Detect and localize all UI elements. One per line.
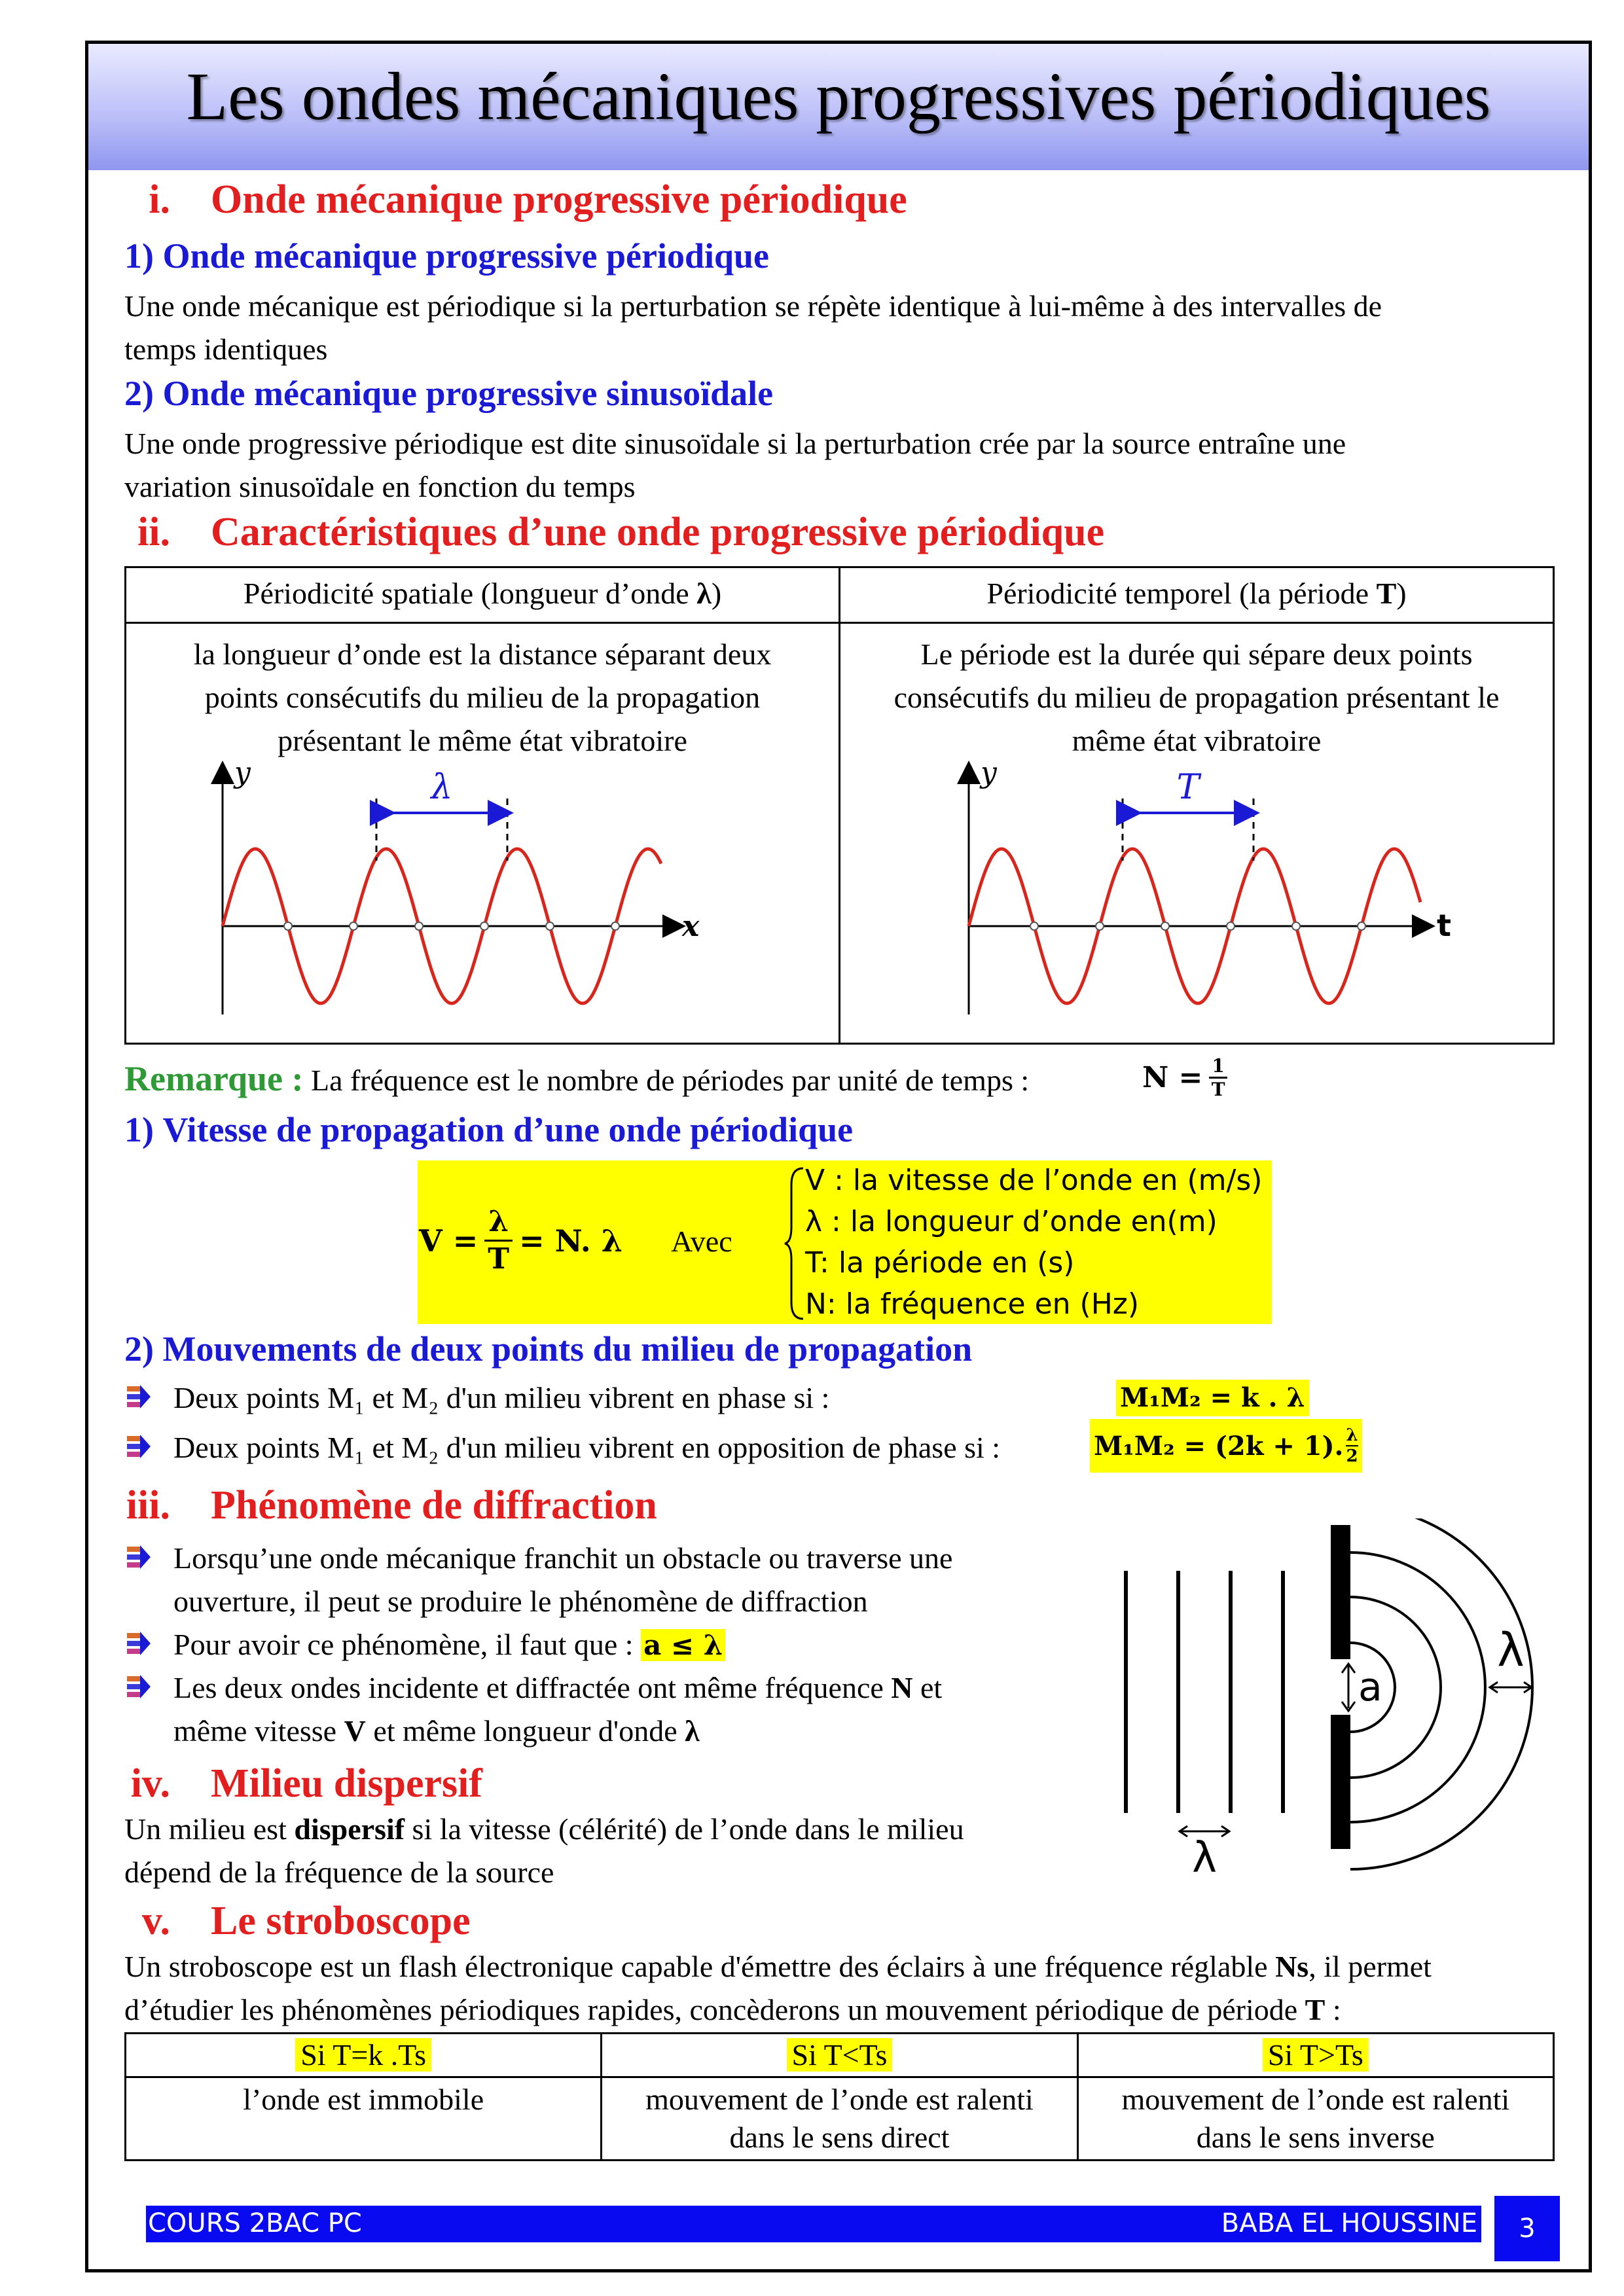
node-point	[350, 922, 357, 930]
symbol-n: N	[891, 1671, 913, 1704]
definition-lambda: λ : la longueur d’onde en(m)	[805, 1205, 1218, 1238]
formula-rhs: = N. λ	[519, 1223, 623, 1259]
strobo-header-cell	[602, 2034, 1077, 2077]
strobo-header-less: Si T<Ts	[787, 2038, 893, 2072]
wavelength-graph	[190, 753, 713, 1021]
formula-body: M₁M₂ = (2k + 1).	[1094, 1430, 1344, 1462]
text-line: points consécutifs du milieu de la propagation	[204, 681, 761, 714]
strobo-cell-direct	[602, 2077, 1077, 2161]
text: et même longueur d'onde	[365, 1714, 685, 1748]
strobo-header-cell	[1077, 2034, 1553, 2077]
section-iii-title: Phénomène de diffraction	[211, 1483, 657, 1528]
text-line	[124, 1808, 964, 1851]
strobo-header-greater: Si T>Ts	[1263, 2038, 1369, 2072]
section-v-title: Le stroboscope	[211, 1899, 471, 1943]
subsection-1-text	[124, 285, 1382, 371]
section-ii-number: ii.	[137, 510, 170, 554]
fraction-denominator: T	[1211, 1079, 1225, 1100]
fraction-numerator: λ	[484, 1204, 513, 1242]
fraction-denominator: 2	[1346, 1446, 1358, 1466]
stroboscope-table	[124, 2032, 1555, 2161]
header-text: Périodicité temporel (la période	[986, 577, 1377, 610]
section-v-number: v.	[141, 1899, 170, 1943]
definition-n: N: la fréquence en (Hz)	[805, 1287, 1140, 1321]
period-label: T	[1176, 768, 1200, 807]
arrow-bullet-icon	[124, 1629, 153, 1658]
subsection-1-heading	[124, 236, 769, 276]
formula-lhs: N =	[1142, 1061, 1203, 1094]
velocity-number: 1)	[124, 1110, 154, 1149]
text: :	[1325, 1993, 1341, 2026]
text-line: l’onde est immobile	[243, 2083, 484, 2116]
frequency-formula	[1142, 1055, 1227, 1100]
remark-label: Remarque :	[124, 1059, 304, 1098]
fraction	[484, 1204, 513, 1277]
node-point	[1096, 922, 1104, 930]
y-axis-label: y	[234, 756, 251, 789]
text-line: temps identiques	[124, 332, 328, 366]
symbol-t: T	[1305, 1993, 1326, 2026]
symbol-lambda: λ	[685, 1714, 700, 1748]
text: Les deux ondes incidente et diffractée ont même fréquence	[173, 1671, 892, 1704]
lambda-label: λ	[431, 768, 453, 807]
text-line: consécutifs du milieu de propagation présentant le	[893, 681, 1500, 714]
text-line: présentant le même état vibratoire	[278, 724, 687, 757]
avec-label: Avec	[671, 1225, 732, 1258]
node-point	[1161, 922, 1169, 930]
text: si la vitesse (célérité) de l’onde dans le milieu	[405, 1812, 964, 1846]
arrow-bullet-icon	[124, 1382, 153, 1411]
node-point	[1358, 922, 1365, 930]
text: Un milieu est	[124, 1812, 295, 1846]
header-end: )	[1396, 577, 1407, 610]
node-point	[611, 922, 619, 930]
velocity-formula	[419, 1204, 623, 1277]
obstacle-bottom	[1331, 1715, 1350, 1849]
periodicity-header-spatial	[126, 567, 840, 623]
fraction	[1346, 1426, 1358, 1466]
text: d’étudier les phénomènes périodiques rapides, concèderons un mouvement périodique de période	[124, 1993, 1305, 2026]
diffraction-bullet-1	[173, 1537, 952, 1623]
text-line: dans le sens inverse	[1196, 2121, 1435, 2154]
subsection-2-text	[124, 422, 1346, 509]
remark-text: La fréquence est le nombre de périodes par unité de temps :	[310, 1064, 1030, 1097]
text-line: variation sinusoïdale en fonction du temps	[124, 470, 636, 503]
node-point	[284, 922, 292, 930]
dispersive-text	[124, 1808, 964, 1894]
section-ii-title: Caractéristiques d’une onde progressive périodique	[211, 510, 1105, 554]
strobo-header-cell	[126, 2034, 602, 2077]
section-iii-number: iii.	[126, 1483, 170, 1528]
text: même vitesse	[173, 1714, 344, 1748]
bold-term: dispersif	[294, 1812, 405, 1846]
page-title: Les ondes mécaniques progressives périodiques	[186, 59, 1491, 134]
strobo-cell-immobile	[126, 2077, 602, 2161]
brace	[782, 1165, 808, 1322]
stroboscope-text	[124, 1945, 1432, 2032]
strobo-header-equal: Si T=k .Ts	[295, 2038, 431, 2072]
subsection-2-title: Onde mécanique progressive sinusoïdale	[162, 374, 774, 413]
text-line	[124, 1988, 1432, 2032]
text-line: Le période est la durée qui sépare deux points	[920, 637, 1473, 671]
velocity-title: Vitesse de propagation d’une onde périodique	[162, 1110, 854, 1149]
node-point	[1227, 922, 1235, 930]
arrow-bullet-icon	[124, 1672, 153, 1701]
diffraction-condition: a ≤ λ	[641, 1629, 725, 1661]
text: Un stroboscope est un flash électronique capable d'émettre des éclairs à une fréquence réglable	[124, 1950, 1276, 1983]
text-line	[173, 1666, 942, 1710]
diffraction-bullet-2	[173, 1623, 725, 1667]
y-axis-label: y	[981, 756, 997, 789]
diffraction-bullet-3	[173, 1666, 942, 1753]
fraction	[1209, 1055, 1227, 1100]
text-line: mouvement de l’onde est ralenti	[645, 2083, 1034, 2116]
section-v-heading	[92, 1898, 471, 1945]
fraction-denominator: T	[488, 1242, 510, 1276]
header-end: )	[711, 577, 722, 610]
text-line: la longueur d’onde est la distance séparant deux	[193, 637, 772, 671]
subsection-1-number: 1)	[124, 236, 154, 276]
section-iv-heading	[92, 1761, 482, 1807]
section-i-title: Onde mécanique progressive périodique	[211, 177, 907, 222]
section-iv-number: iv.	[130, 1761, 170, 1806]
remark	[124, 1057, 1029, 1102]
bullet-text: Pour avoir ce phénomène, il faut que :	[173, 1628, 634, 1661]
footer-course: COURS 2BAC PC	[148, 2208, 362, 2238]
footer-bar	[146, 2206, 1481, 2242]
symbol-v: V	[344, 1714, 366, 1748]
text: , il permet	[1308, 1950, 1432, 1983]
fraction-numerator: λ	[1346, 1426, 1358, 1445]
lambda-label-bottom: λ	[1192, 1834, 1217, 1882]
symbol-ns: Ns	[1275, 1950, 1309, 1983]
footer-author: BABA EL HOUSSINE	[1221, 2208, 1477, 2238]
text-line	[124, 1945, 1432, 1988]
text-line	[173, 1710, 942, 1753]
node-point	[1030, 922, 1038, 930]
strobo-cell-inverse	[1077, 2077, 1553, 2161]
movements-number: 2)	[124, 1329, 154, 1369]
section-i-number: i.	[149, 177, 170, 222]
text-line: même état vibratoire	[1072, 724, 1322, 757]
opposition-text: Deux points M₁ et M₂ d'un milieu vibrent en opposition de phase si :	[173, 1431, 1001, 1464]
movements-heading	[124, 1329, 972, 1369]
definition-t: T: la période en (s)	[805, 1246, 1075, 1280]
node-point	[546, 922, 554, 930]
arrow-bullet-icon	[124, 1432, 153, 1461]
periodicity-header-temporal	[840, 567, 1554, 623]
period-symbol: T	[1376, 577, 1397, 610]
velocity-heading	[124, 1109, 853, 1150]
text-line: mouvement de l’onde est ralenti	[1121, 2083, 1510, 2116]
text-line: Une onde progressive périodique est dite sinusoïdale si la perturbation crée par la source entraîne une	[124, 427, 1346, 460]
subsection-1-title: Onde mécanique progressive périodique	[162, 236, 770, 276]
text-line: dépend de la fréquence de la source	[124, 1856, 554, 1889]
opposition-formula	[1090, 1419, 1362, 1473]
section-iii-heading	[92, 1482, 657, 1529]
text-line: ouverture, il peut se produire le phénomène de diffraction	[173, 1585, 868, 1618]
fraction-numerator: 1	[1209, 1055, 1227, 1079]
page-number: 3	[1494, 2196, 1560, 2261]
aperture-label: a	[1358, 1664, 1382, 1710]
subsection-2-heading	[124, 373, 773, 414]
period-graph	[936, 753, 1479, 1021]
subsection-2-number: 2)	[124, 374, 154, 413]
t-axis-label: t	[1437, 908, 1451, 943]
formula-lhs: V =	[419, 1223, 478, 1259]
x-axis-label: x	[682, 910, 700, 943]
node-point	[480, 922, 488, 930]
arrow-bullet-icon	[124, 1543, 153, 1571]
in-phase-formula: M₁M₂ = k . λ	[1116, 1380, 1309, 1416]
text-line: dans le sens direct	[729, 2121, 950, 2154]
velocity-definitions	[805, 1160, 1262, 1325]
obstacle-top	[1331, 1525, 1350, 1659]
lambda-symbol: λ	[696, 577, 712, 610]
section-iv-title: Milieu dispersif	[211, 1761, 483, 1806]
text-line: Lorsqu’une onde mécanique franchit un obstacle ou traverse une	[173, 1541, 953, 1575]
diffraction-figure	[1106, 1518, 1558, 1885]
section-ii-heading	[92, 509, 1104, 556]
header-text: Périodicité spatiale (longueur d’onde	[243, 577, 697, 610]
movements-title: Mouvements de deux points du milieu de propagation	[162, 1329, 973, 1369]
node-point	[415, 922, 423, 930]
node-point	[1292, 922, 1300, 930]
text: et	[912, 1671, 943, 1704]
section-i-heading	[92, 177, 907, 223]
lambda-label-right: λ	[1497, 1623, 1525, 1677]
text-line: Une onde mécanique est périodique si la perturbation se répète identique à lui-même à des intervalles de	[124, 289, 1382, 323]
definition-v: V : la vitesse de l’onde en (m/s)	[805, 1164, 1263, 1197]
in-phase-text: Deux points M₁ et M₂ d'un milieu vibrent en phase si :	[173, 1381, 830, 1414]
